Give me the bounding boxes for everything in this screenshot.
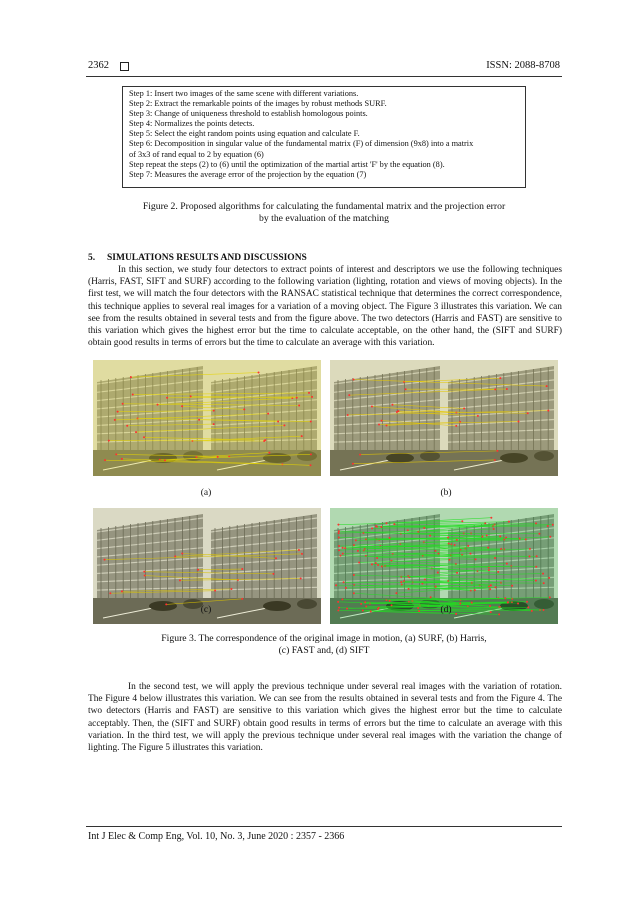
algorithm-step: Step 3: Change of uniqueness threshold to establish homologous points. — [129, 109, 368, 119]
figure2-caption — [120, 201, 528, 225]
algorithm-step: Step repeat the steps (2) to (6) until the optimization of the martial artist 'F' by the equation (8). — [129, 159, 445, 169]
caption-line: Figure 3. The correspondence of the original image in motion, (a) SURF, (b) Harris, — [161, 633, 487, 644]
square-icon — [120, 62, 129, 71]
header-rule — [86, 76, 562, 77]
footer-rule — [86, 826, 562, 827]
journal-issn: ISSN: 2088-8708 — [486, 60, 560, 71]
algorithm-step: Step 1: Insert two images of the same scene with different variations. — [129, 89, 359, 98]
page-number: 2362 — [88, 60, 109, 71]
algorithm-step: Step 6: Decomposition in singular value of the fundamental matrix (F) of dimension (9x8) into a matrix — [129, 139, 474, 149]
footer-citation: Int J Elec & Comp Eng, Vol. 10, No. 3, June 2020 : 2357 - 2366 — [88, 831, 345, 842]
algorithm-step: Step 7: Measures the average error of the projection by the equation (7) — [129, 169, 367, 179]
caption-line: Figure 2. Proposed algorithms for calculating the fundamental matrix and the projection error — [142, 201, 506, 212]
subfigure-label: (b) — [440, 488, 452, 498]
body-paragraph: In this section, we study four detectors to extract points of interest and descriptors we use the following techniques (Harris, FAST, SIFT and SURF) according to the following variation (lighting, rotation and views of moving objects). In the first test, we will match the four detectors with the RANSAC statistical technique that determines the correct correspondence, this technique applies to several real images for a variation of a moving object. The Figure 3 illustrates this variation. We can see from the results obtained in several tests and from the figure above. The two detectors (Harris and FAST) are sensitive to this variation which gives the highest error but the time to calculate acceptable, on the other hand, the (SIFT and SURF) obtain good results in terms of errors but the time to calculate an average with this variation. — [88, 265, 562, 349]
algorithm-step: Step 2: Extract the remarkable points of the images by robust methods SURF. — [129, 99, 387, 109]
algorithm-box — [122, 86, 526, 188]
figure-panel-b — [330, 360, 558, 476]
figure-panel-a — [93, 360, 321, 476]
caption-line: (c) FAST and, (d) SIFT — [278, 645, 370, 656]
caption-line: by the evaluation of the matching — [259, 213, 389, 224]
subfigure-label: (c) — [200, 605, 212, 615]
section-heading: 5. SIMULATIONS RESULTS AND DISCUSSIONS — [88, 253, 307, 263]
subfigure-label: (d) — [440, 605, 452, 615]
algorithm-step: Step 5: Select the eight random points using equation and calculate F. — [129, 129, 360, 139]
subfigure-label: (a) — [200, 488, 212, 498]
figure3-caption — [120, 633, 528, 657]
body-paragraph: In the second test, we will apply the previous technique under several real images with the variation of rotation. The Figure 4 below illustrates this variation. We can see from the results obtained in several tests and from the Figure 4. The two detectors (Harris and FAST) are sensitive to this variation which gives the highest error but the time to calculate acceptably. Then, the (SIFT and SURF) obtain good results in terms of errors but the time to calculate an average with this variation. In the third test, we will apply the previous technique under several real images with the variation the change of lighting. The Figure 5 illustrates this variation. — [88, 682, 562, 754]
algorithm-step: of 3x3 of rand equal to 2 by equation (6) — [129, 149, 264, 159]
algorithm-step: Step 4: Normalizes the points detects. — [129, 119, 255, 129]
